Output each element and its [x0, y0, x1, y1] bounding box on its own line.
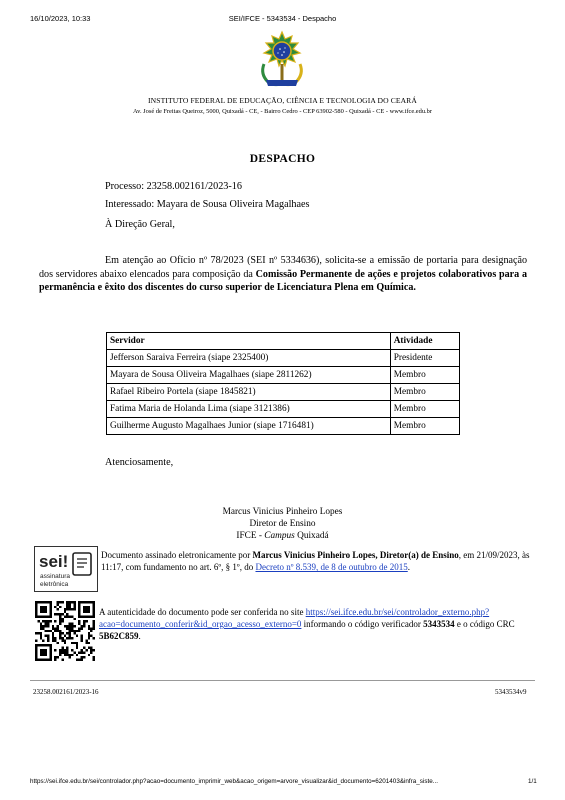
activity-cell: Presidente [390, 350, 459, 367]
table-row [107, 367, 460, 384]
auth-middle: informando o código verificador [301, 619, 424, 629]
brazil-coat-of-arms-icon [254, 30, 310, 90]
electronic-signature-text [101, 549, 531, 573]
activity-cell: Membro [390, 367, 459, 384]
column-header-servidor: Servidor [107, 333, 391, 350]
activity-cell: Membro [390, 418, 459, 435]
campus-suffix: Quixadá [294, 531, 329, 541]
sei-logo-sub2: eletrônica [40, 581, 69, 588]
footer-divider [30, 680, 535, 681]
signer-campus [0, 531, 565, 541]
sei-signature-logo-icon [34, 546, 98, 592]
crc-code: 5B62C859 [99, 631, 139, 641]
server-name-cell: Fatima Maria de Holanda Lima (siape 3121386) [107, 401, 391, 418]
signer-name: Marcus Vinicius Pinheiro Lopes [222, 507, 343, 517]
table-row [107, 401, 460, 418]
institution-name: INSTITUTO FEDERAL DE EDUCAÇÃO, CIÊNCIA E TECNOLOGIA DO CEARÁ [148, 96, 417, 105]
sei-logo-text: sei! [39, 552, 69, 571]
auth-prefix: A autenticidade do documento pode ser conferida no site [99, 607, 306, 617]
server-name-cell: Guilherme Augusto Magalhaes Junior (siape 1716481) [107, 418, 391, 435]
activity-cell: Membro [390, 384, 459, 401]
decree-link[interactable]: Decreto nº 8.539, de 8 de outubro de 2015 [255, 562, 408, 573]
server-name-cell: Jefferson Saraiva Ferreira (siape 2325400) [107, 350, 391, 367]
verification-link[interactable]: https://sei.ifce.edu.br/sei/controlador_externo.php?acao=documento_conferir&id_orgao_acesso_externo=0 [99, 607, 490, 629]
authenticity-text [99, 606, 539, 642]
campus-prefix: IFCE - [236, 531, 265, 541]
sign-prefix: Documento assinado eletronicamente por [101, 550, 253, 560]
table-row [107, 350, 460, 367]
body-text-plain: Em atenção ao Ofício nº 78/2023 (SEI nº 5334636), solicita-se a emissão de portaria para designação dos servidores abaixo elencados para composição da [39, 255, 527, 280]
table-row [107, 384, 460, 401]
server-name-cell: Mayara de Sousa Oliveira Magalhaes (siape 2811262) [107, 367, 391, 384]
servers-table [106, 332, 460, 435]
auth-suffix: . [138, 631, 141, 641]
campus-italic: Campus [264, 531, 295, 541]
column-header-atividade: Atividade [390, 333, 459, 350]
auth-middle2: e o código CRC [454, 619, 515, 629]
sign-signer: Marcus Vinicius Pinheiro Lopes [252, 550, 376, 560]
closing-line: Atenciosamente, [105, 457, 174, 468]
salutation: À Direção Geral, [105, 219, 175, 230]
print-page-title: SEI/IFCE - 5343534 - Despacho [228, 14, 337, 23]
dispatch-body [39, 254, 527, 295]
table-header-row [107, 333, 460, 350]
sign-role: Diretor(a) de Ensino [379, 550, 459, 560]
sign-suffix: . [407, 562, 410, 573]
signer-role: Diretor de Ensino [249, 519, 316, 529]
document-title: DESPACHO [249, 153, 316, 165]
commission-name: Comissão Permanente de ações e projetos colaborativos para a permanência e êxito dos discentes do curso superior de Licenciatura Plena em Química. [39, 268, 527, 293]
footer-process-number: 23258.002161/2023-16 [33, 688, 99, 696]
qr-code-icon [35, 601, 95, 661]
interested-party-line: Interessado: Mayara de Sousa Oliveira Magalhaes [105, 199, 310, 210]
footer-doc-version: 5343534v9 [495, 688, 527, 696]
sei-logo-sub1: assinatura [40, 573, 70, 580]
print-url: https://sei.ifce.edu.br/sei/controlador.php?acao=documento_imprimir_web&acao_origem=arvore_visualizar&id_documento=6201403&infra_siste... [30, 778, 438, 785]
print-page-count: 1/1 [528, 778, 537, 785]
sign-sep: , [375, 550, 380, 560]
table-row [107, 418, 460, 435]
server-name-cell: Rafael Ribeiro Portela (siape 1845821) [107, 384, 391, 401]
institution-address: Av. José de Freitas Queiroz, 5000, Quixadá - CE, - Bairro Cedro - CEP 63902-580 - Quixadá - CE - www.ifce.edu.br [133, 108, 432, 115]
print-datetime: 16/10/2023, 10:33 [30, 14, 91, 23]
process-line: Processo: 23258.002161/2023-16 [105, 181, 242, 192]
activity-cell: Membro [390, 401, 459, 418]
sign-middle: , em 21/09/2023, às 11:17, com fundamento no art. 6º, § 1º, do [101, 550, 530, 573]
verifier-code: 5343534 [423, 619, 455, 629]
